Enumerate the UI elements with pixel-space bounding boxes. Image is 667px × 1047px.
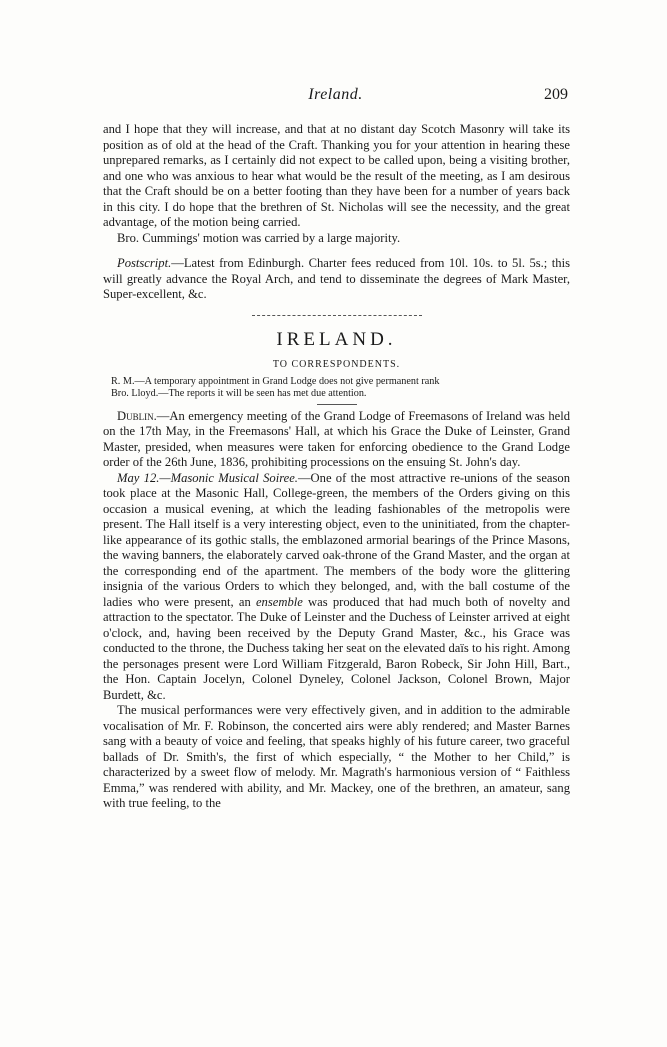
paragraph-musical: The musical performances were very effectively given, and in addition to the admirable vocalisation of Mr. F. Robinson, the concerted airs were ably rendered; and Master Barnes sang with a beauty of voice and feeling, that speaks highly of his future career, two graceful ballads of Dr. Smith's, the first of which especially, “ the Mother to her Child,” is characterized by a sweet flow of melody. Mr. Magrath's harmonious version of “ Faithless Emma,” was rendered with ability, and Mr. Mackey, one of the brethren, an amateur, sang with true feeling, to the bbox=[103, 703, 570, 810]
soiree-ensemble: ensemble bbox=[255, 594, 303, 609]
paragraph-postscript bbox=[103, 256, 570, 303]
correspondents-heading: TO CORRESPONDENTS. bbox=[272, 359, 401, 370]
correspondent-note: R. M.—A temporary appointment in Grand Lodge does not give permanent rank bbox=[111, 375, 440, 387]
paragraph-motion-result: Bro. Cummings' motion was carried by a large majority. bbox=[117, 230, 401, 245]
soiree-text-2: was produced that had much both of novelty and attraction to the spectator. The Duke of Leinster and the Duchess of Leinster arrived at eight o'clock, and, having been received by the Deputy Grand Master, &c., his Grace was conducted to the throne, the Duchess taking her seat on the elevated daïs to his right. Among the personages present were Lord William Fitzgerald, Baron Robeck, Sir John Hill, Bart., the Hon. Captain Jocelyn, Colonel Dyneley, Colonel Jackson, Colonel Brown, Major Burdett, &c. bbox=[103, 594, 570, 702]
page-body bbox=[103, 122, 570, 812]
spacer bbox=[103, 246, 570, 256]
soiree-text-1: —One of the most attractive re-unions of the season took place at the Masonic Hall, College-green, the members of the Orders giving on this occasion a musical evening, at which the leading fashionables of the metropolis were present. The Hall itself is a very interesting object, even to the uninitiated, from the chapter-like appearance of its gothic stalls, the emblazoned armorial bearings of the Prince Masons, the waving banners, the elaborately carved oak-throne of the Grand Master, and the organ at the corresponding end of the apartment. The members of the body wore the glittering insignia of the various Orders to which they belonged, and, with the ball costume of the ladies who were present, an bbox=[103, 470, 570, 609]
postscript-text: —Latest from Edinburgh. Charter fees reduced from 10l. 10s. to 5l. 5s.; this will greatly advance the Royal Arch, and tend to disseminate the degrees of Mark Master, Super-excellent, &c. bbox=[103, 256, 570, 301]
page-number: 209 bbox=[544, 86, 568, 103]
paragraph-soiree bbox=[103, 471, 570, 704]
dublin-text: —An emergency meeting of the Grand Lodge of Freemasons of Ireland was held on the 17th May, in the Freemasons' Hall, at which his Grace the Duke of Leinster, Grand Master, presided, when measures were taken for enforcing obedience to the Grand Lodge order of the 26th June, 1836, prohibiting processions on the ensuing St. John's day. bbox=[103, 408, 570, 469]
section-divider bbox=[252, 315, 422, 316]
section-title: IRELAND. bbox=[276, 328, 397, 350]
dublin-lead: Dublin. bbox=[117, 408, 157, 423]
paragraph-dublin bbox=[103, 409, 570, 471]
soiree-lead: May 12.—Masonic Musical Soiree. bbox=[117, 470, 298, 485]
correspondent-note: Bro. Lloyd.—The reports it will be seen has met due attention. bbox=[111, 388, 367, 399]
postscript-label: Postscript. bbox=[117, 256, 172, 270]
page-header bbox=[103, 86, 568, 108]
notes-divider bbox=[317, 404, 357, 405]
running-title: Ireland. bbox=[308, 86, 363, 103]
paragraph-continuation: and I hope that they will increase, and that at no distant day Scotch Masonry will take its position as of old at the head of the Craft. Thanking you for your attention in hearing these unprepared remarks, as I certainly did not expect to be called upon, being a visiting brother, and one who was anxious to hear what would be the result of the meeting, as I am desirous that the Craft should be on a better footing than they have been for a number of years back in this city. I do hope that the brethren of St. Nicholas will see the necessity, and the great advantage, of the motion being carried. bbox=[103, 122, 570, 229]
